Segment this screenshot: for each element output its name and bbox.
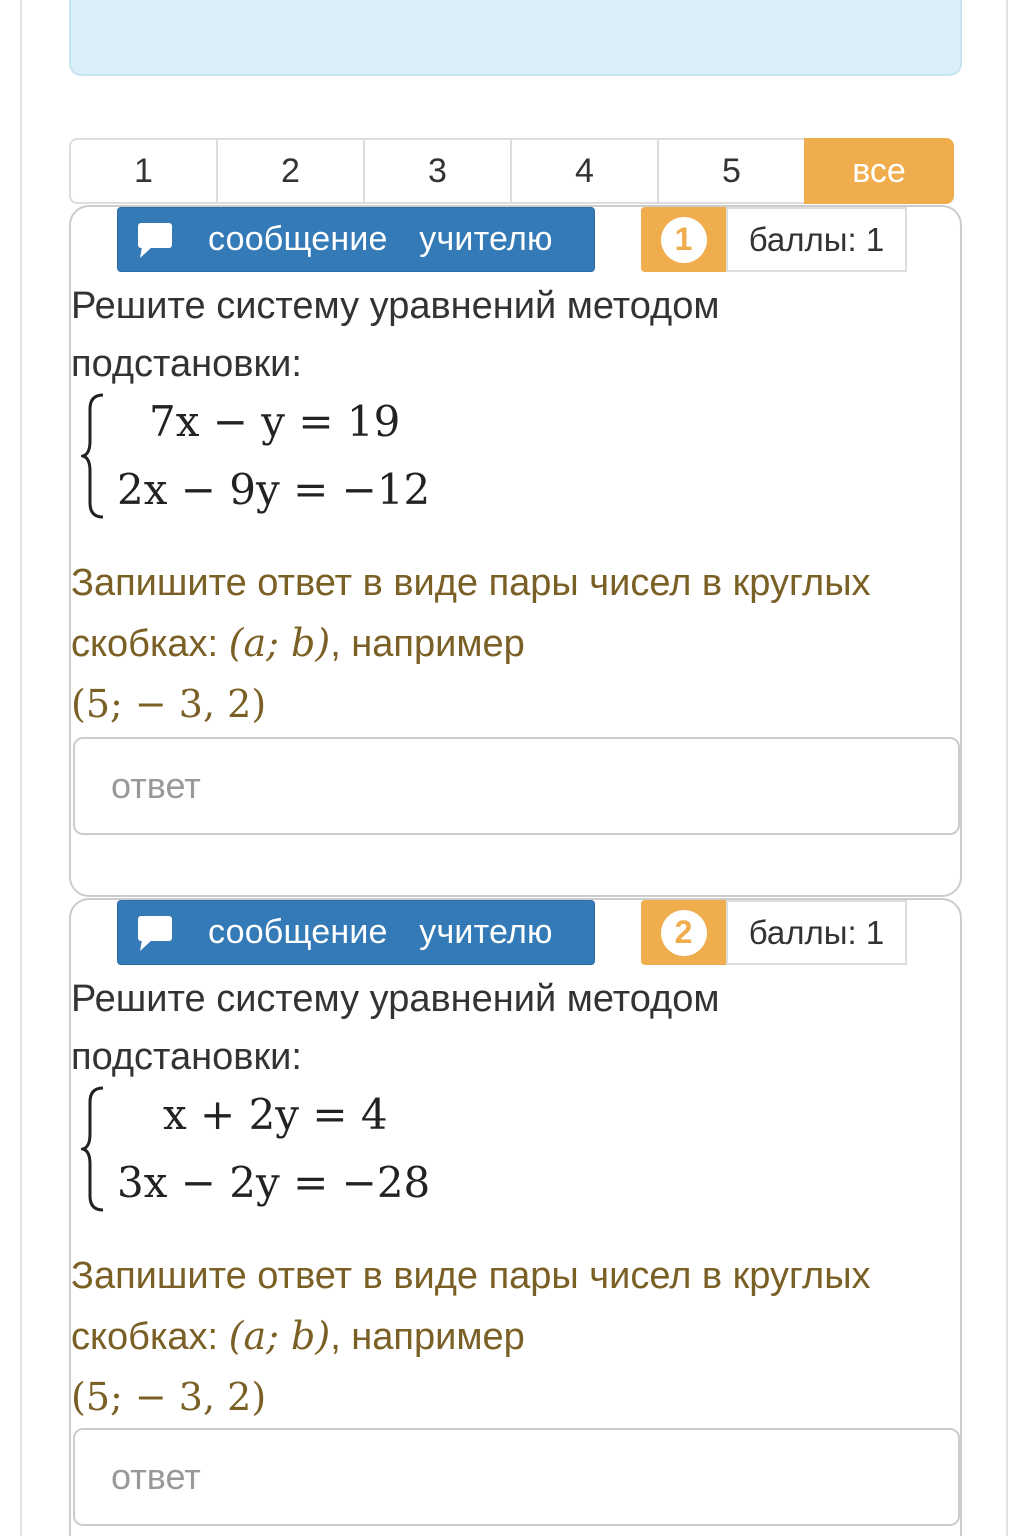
task-number-badge — [641, 207, 726, 272]
chat-bubble-icon — [136, 913, 176, 953]
message-teacher-label: сообщение учителю — [208, 220, 553, 258]
frame-border-left — [20, 0, 22, 1536]
pager-item-5[interactable]: 5 — [657, 138, 804, 204]
task-prompt: Решите систему уравнений методом подстановки: — [71, 978, 720, 1078]
task-pager — [69, 138, 954, 204]
message-teacher-label: сообщение учителю — [208, 913, 553, 951]
pager-item-1[interactable]: 1 — [69, 138, 216, 204]
pager-item-4[interactable]: 4 — [510, 138, 657, 204]
frame-border-right — [1006, 0, 1008, 1536]
answer-input[interactable] — [73, 1428, 960, 1526]
pager-item-3[interactable]: 3 — [363, 138, 510, 204]
answer-input[interactable] — [73, 737, 960, 835]
pager-item-all[interactable]: все — [804, 138, 954, 204]
message-teacher-button[interactable] — [117, 207, 595, 272]
instruction-text: Запишите ответ в виде пары чисел в круглых скобках: — [71, 1255, 871, 1358]
points-label: баллы: 1 — [726, 207, 907, 272]
brace-icon — [81, 1084, 107, 1214]
instruction-example: (5; − 3, 2) — [71, 1375, 267, 1419]
instruction-format: (a; b) — [228, 621, 331, 665]
points-label: баллы: 1 — [726, 900, 907, 965]
chat-bubble-icon — [136, 220, 176, 260]
task-number-badge — [641, 900, 726, 965]
instruction-format: (a; b) — [228, 1314, 331, 1358]
task-prompt: Решите систему уравнений методом подстановки: — [71, 285, 720, 385]
instruction-text: Запишите ответ в виде пары чисел в круглых скобках: — [71, 562, 871, 665]
task-number: 1 — [661, 217, 707, 263]
pager-item-2[interactable]: 2 — [216, 138, 363, 204]
instruction-mid: , например — [330, 623, 525, 665]
equation-line-1: x + 2y = 4 — [163, 1090, 388, 1139]
task-card-1 — [69, 205, 962, 897]
equation-system — [81, 1090, 501, 1220]
equation-line-2: 2x − 9y = −12 — [117, 465, 431, 514]
instruction-mid: , например — [330, 1316, 525, 1358]
answer-instruction — [71, 1246, 951, 1428]
equation-line-2: 3x − 2y = −28 — [117, 1158, 431, 1207]
task-number: 2 — [661, 910, 707, 956]
equation-line-1: 7x − y = 19 — [149, 397, 401, 446]
answer-instruction — [71, 553, 951, 735]
task-card-2 — [69, 898, 962, 1536]
instruction-example: (5; − 3, 2) — [71, 682, 267, 726]
brace-icon — [81, 391, 107, 521]
message-teacher-button[interactable] — [117, 900, 595, 965]
equation-system — [81, 397, 501, 527]
info-panel — [69, 0, 962, 76]
